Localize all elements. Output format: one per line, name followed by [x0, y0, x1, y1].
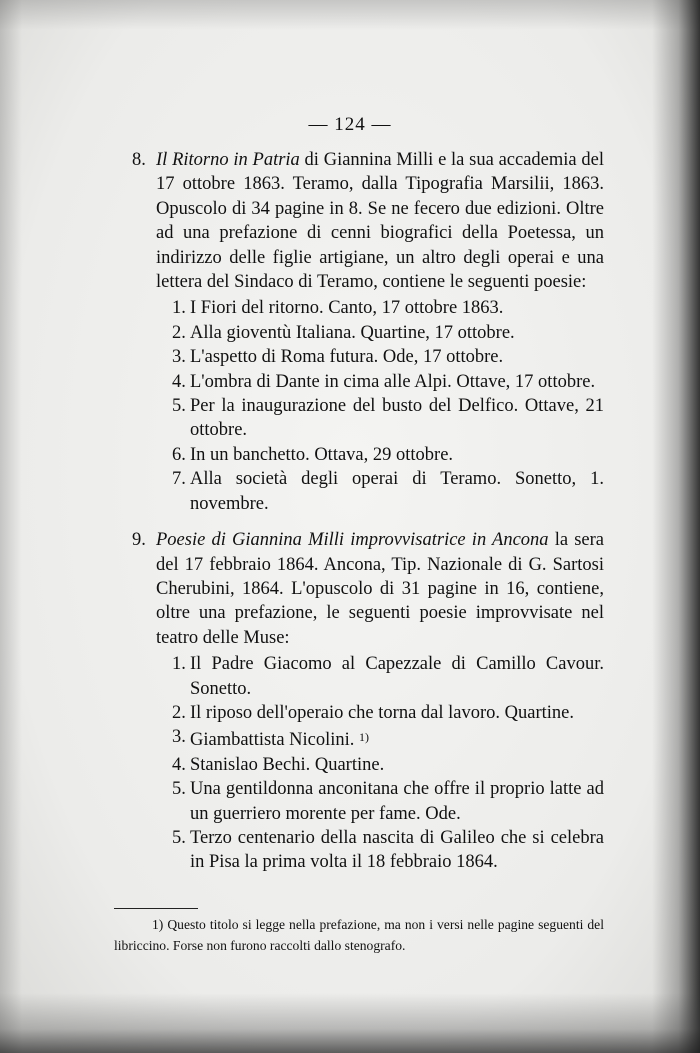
item-text: Giambattista Nicolini. — [190, 730, 355, 751]
page-body — [114, 148, 604, 875]
footnote — [114, 914, 604, 956]
poem-list — [156, 296, 604, 516]
footnote-divider — [114, 908, 198, 909]
item-text: L'ombra di Dante in cima alle Alpi. Ottave, 17 ottobre. — [190, 371, 596, 392]
list-item — [156, 443, 604, 467]
item-number: 6. — [172, 444, 186, 465]
item-number: 1. — [172, 654, 186, 675]
list-item — [156, 826, 604, 875]
item-text: Terzo centenario della nascita di Galileo che si celebra in Pisa la prima volta il 18 febbraio 1864. — [190, 827, 604, 873]
item-text: Alla gioventù Italiana. Quartine, 17 ottobre. — [190, 322, 515, 343]
item-text: Alla società degli operai di Teramo. Sonetto, 1. novembre. — [190, 469, 604, 514]
footnote-text: Questo titolo si legge nella prefazione, ma non i versi nelle pagine seguenti del libriccino. Forse non furono raccolti dallo stenografo. — [114, 917, 604, 953]
page-shadow-left — [0, 0, 22, 1053]
entry-text: la sera del 17 febbraio 1864. Ancona, Tip. Nazionale di G. Sartosi Cherubini, 1864. L'opuscolo di 31 pagine in 16, contiene, oltre una prefazione, le seguenti poesie improvvisate nel teatro delle Muse: — [156, 530, 604, 648]
entry-9 — [114, 528, 604, 875]
entry-description — [156, 148, 604, 294]
item-number: 5. — [172, 396, 186, 417]
item-text: L'aspetto di Roma futura. Ode, 17 ottobre. — [190, 347, 504, 368]
entry-8 — [114, 148, 604, 516]
page-number: — 124 — — [308, 114, 392, 135]
page-shadow-top — [0, 0, 700, 30]
footnote-reference: 1) — [359, 730, 370, 745]
item-number: 2. — [172, 322, 186, 343]
list-item — [156, 345, 604, 369]
item-number: 5. — [172, 779, 186, 800]
page-shadow-bottom — [0, 993, 700, 1053]
item-text: I Fiori del ritorno. Canto, 17 ottobre 1863. — [190, 298, 504, 319]
entry-title: Il Ritorno in Patria — [156, 150, 300, 170]
footnote-body — [114, 914, 604, 956]
entry-description — [156, 528, 604, 650]
item-number: 4. — [172, 754, 186, 775]
entry-number: 9. — [132, 530, 146, 551]
item-text: Il riposo dell'operaio che torna dal lavoro. Quartine. — [190, 702, 574, 723]
item-number: 5. — [172, 827, 186, 848]
item-number: 4. — [172, 371, 186, 392]
list-item — [156, 701, 604, 725]
list-item — [156, 370, 604, 394]
footnote-mark: 1) — [152, 917, 164, 932]
list-item — [156, 725, 604, 752]
list-item — [156, 394, 604, 443]
list-item — [156, 753, 604, 777]
list-item — [156, 652, 604, 701]
item-text: Stanislao Bechi. Quartine. — [190, 754, 385, 775]
list-item — [156, 777, 604, 826]
entry-text: di Giannina Milli e la sua accademia del 17 ottobre 1863. Teramo, dalla Tipografia Marsilii, 1863. Opuscolo di 34 pagine in 8. Se ne fecero due edizioni. Oltre ad una prefazione di cenni biografici della Poetessa, un indirizzo delle figlie artigiane, un altro degli operai e una lettera del Sindaco di Teramo, contiene le seguenti poesie: — [156, 150, 604, 293]
list-item — [156, 467, 604, 516]
list-item — [156, 296, 604, 320]
page-shadow-right — [652, 0, 700, 1053]
item-text: Una gentildonna anconitana che offre il proprio latte ad un guerriero morente per fame. Ode. — [190, 779, 604, 824]
poem-list — [156, 652, 604, 875]
item-number: 3. — [172, 347, 186, 368]
entry-number: 8. — [132, 150, 146, 170]
item-number: 2. — [172, 702, 186, 723]
entry-title: Poesie di Giannina Milli improvvisatrice in Ancona — [156, 530, 549, 551]
item-text: Per la inaugurazione del busto del Delfico. Ottave, 21 ottobre. — [190, 396, 604, 441]
item-text: In un banchetto. Ottava, 29 ottobre. — [190, 444, 454, 465]
list-item — [156, 321, 604, 345]
item-number: 7. — [172, 469, 186, 490]
item-text: Il Padre Giacomo al Capezzale di Camillo Cavour. Sonetto. — [190, 654, 604, 699]
item-number: 1. — [172, 298, 186, 319]
item-number: 3. — [172, 727, 186, 748]
